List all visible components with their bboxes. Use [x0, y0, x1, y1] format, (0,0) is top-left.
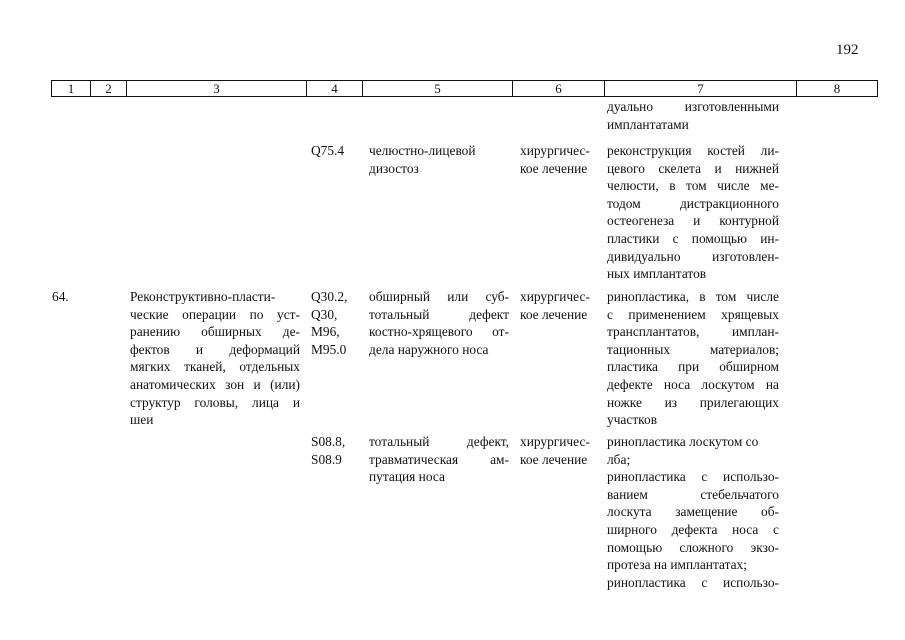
row-3-col-6: хирургичес- кое лечение — [520, 434, 590, 467]
header-col-2: 2 — [90, 81, 126, 96]
header-col-6: 6 — [512, 81, 604, 96]
row-2-col-6: хирургичес- кое лечение — [520, 289, 590, 322]
header-col-3: 3 — [126, 81, 306, 96]
table-header-row — [51, 80, 878, 97]
header-col-5: 5 — [362, 81, 512, 96]
row-2-col-1: 64. — [52, 289, 69, 304]
header-col-7: 7 — [604, 81, 796, 96]
header-col-8: 8 — [796, 81, 877, 96]
row-2-col-4: Q30.2, Q30, M96, M95.0 — [311, 289, 348, 357]
row-2-col-5: обширный или суб- тотальный дефект костно-хрящевого от- дела наружного носа — [369, 289, 509, 357]
row-3-col-5: тотальный дефект, травматическая ам- путация носа — [369, 434, 509, 485]
row-0-col-7: дуально изготовленными имплантатами — [607, 99, 779, 132]
row-1-col-4: Q75.4 — [311, 143, 345, 158]
row-2-col-3: Реконструктивно-пласти- ческие операции по уст- ранению обширных де- фектов и деформаций мягких тканей, отдельных анатомических зон и (или) структур головы, лица и шеи — [130, 289, 300, 428]
row-3-col-4: S08.8, S08.9 — [311, 434, 346, 467]
row-1-col-7: реконструкция костей ли- цевого скелета и нижней челюсти, в том числе ме- тодом дистракционного остеогенеза и контурной пластики с помощью ин- дивидуально изготовлен- ных имплантатов — [607, 143, 779, 282]
header-col-4: 4 — [306, 81, 362, 96]
row-3-col-7: ринопластика лоскутом со лба; ринопластика с использо- ванием стебельчатого лоскута замещение об- ширного дефекта носа с помощью сложного экзо- протеза на имплантатах; ринопластика с использо- — [607, 434, 779, 590]
page-number: 192 — [836, 42, 859, 58]
header-col-1: 1 — [67, 81, 75, 96]
row-2-col-7: ринопластика, в том числе с применением хрящевых трансплантатов, имплан- тационных материалов; пластика при обширном дефекте носа лоскутом на ножке из прилегающих участков — [607, 289, 779, 428]
row-1-col-6: хирургичес- кое лечение — [520, 143, 590, 176]
row-1-col-5: челюстно-лицевой дизостоз — [369, 143, 476, 176]
